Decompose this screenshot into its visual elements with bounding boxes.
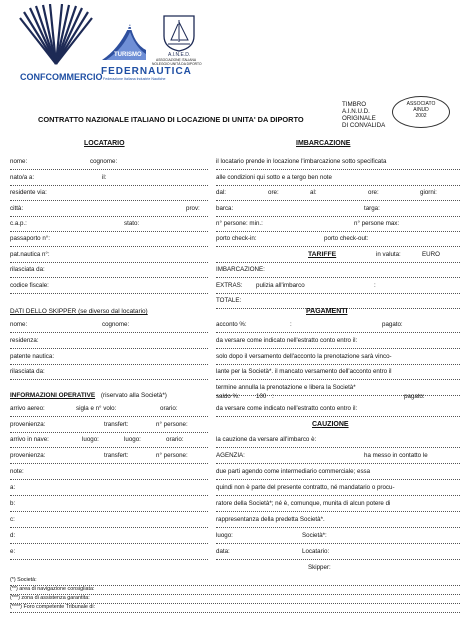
label: d: [10,532,16,539]
field-nome[interactable] [10,157,208,170]
field-residente[interactable] [10,188,208,201]
label: targa: [364,205,380,212]
field-cap[interactable] [10,219,208,232]
label: : [374,282,376,289]
associato-line: AINUD [413,107,429,113]
cauzione-header: CAUZIONE [312,421,349,428]
field-acconto[interactable] [216,320,460,333]
label: pat.nautica n°: [10,251,50,258]
agenzia-line-1 [216,467,460,480]
text: rappresentanza della predetta Società*. [216,516,325,523]
associato-line: ASSOCIATO [406,101,436,107]
label: EXTRAS: [216,282,243,289]
label: (****) Foro competente Tribunale di: [10,604,96,610]
field-passaporto[interactable] [10,234,208,247]
label: TOTALE: [216,297,242,304]
field-nato[interactable] [10,173,208,186]
cone-label: CONE [104,22,133,33]
label: Skipper: [308,564,331,571]
text: il locatario prende in locazione l'imbarcazione sotto specificata [216,158,387,165]
ained-name: A.I.N.E.D. [168,52,191,58]
field-agenzia[interactable] [216,451,460,464]
sailboat-shield-icon [162,14,196,52]
label: transfert: [104,452,129,459]
field-skipper-patente[interactable] [10,352,208,365]
ained-sub1: ASSOCIAZIONE ITALIANA [156,58,197,62]
timbro-line: DI CONVALIDA [342,122,386,129]
text: alle condizioni qui sotto e a tergo ben note [216,174,332,181]
text: termine annulla la prenotazione e libera la Società* [216,384,356,391]
label: pagato: [404,393,425,400]
label: pagato: [382,321,403,328]
label: luogo: [124,436,141,443]
text: solo dopo il versamento dell'acconto la prenotazione sarà vinco- [216,353,392,360]
label: rilasciata da: [10,266,45,273]
label: la cauzione da versare all'imbarco è: [216,436,317,443]
label: ha messo in contatto le [364,452,428,459]
label: al: [310,189,317,196]
label: cognome: [90,158,118,165]
text: da versare come indicato nell'estratto conto entro il: [216,337,358,344]
label: Locatario: [302,548,330,555]
label: residenza: [10,337,39,344]
label: n° persone: [156,421,188,428]
field-luogo[interactable] [216,531,460,544]
locatario-header: LOCATARIO [84,140,125,147]
associato-line: 2002 [415,113,427,119]
label: città: [10,205,24,212]
label: : [290,321,292,328]
document-title: CONTRATTO NAZIONALE ITALIANO DI LOCAZIONE DI UNITA' DA DIPORTO [38,115,304,124]
label: orario: [160,405,178,412]
pag-line-2 [216,352,460,365]
label: porto check-in: [216,235,257,242]
field-patente[interactable] [10,250,208,263]
text: ratore della Società*; né è, comunque, munita di alcun potere di [216,500,391,507]
saldo-line [216,404,460,417]
field-skipper-residenza[interactable] [10,336,208,349]
associato-seal [392,96,450,128]
label: dal: [216,189,226,196]
label: il: [102,174,107,181]
label: ore: [268,189,279,196]
timbro-line: A.I.N.U.D. [342,108,370,115]
field-arrivo-nave[interactable] [10,435,208,448]
footnote-foro[interactable] [10,603,460,613]
label: c.a.p.: [10,220,27,227]
field-note-c[interactable] [10,515,208,528]
field-note-d[interactable] [10,531,208,544]
field-skipper-sign[interactable] [216,563,460,575]
skipper-header: DATI DELLO SKIPPER (se diverso dal locatario) [10,308,148,315]
label: c: [10,516,15,523]
field-skipper-nome[interactable] [10,320,208,333]
label: barca: [216,205,234,212]
label: n° persone max: [354,220,400,227]
intro-line-1 [216,157,460,170]
tariffe-row [216,250,460,263]
label: a: [10,484,16,491]
field-rilasciata[interactable] [10,265,208,278]
field-note-e[interactable] [10,547,208,560]
field-extras[interactable] [216,281,460,294]
tariffe-header: TARIFFE [308,251,337,258]
field-note-b[interactable] [10,499,208,512]
pag-line-1 [216,336,460,349]
label: residente via: [10,189,47,196]
label: n° persone: min.: [216,220,263,227]
cone-turismo-logo [100,20,148,62]
field-citta[interactable] [10,204,208,217]
label: orario: [166,436,184,443]
currency: EURO [422,251,440,258]
confcommercio-emblem-icon [16,4,96,66]
federnautica-tagline: Federazione Italiana Industrie Nautiche [103,77,166,81]
field-dal[interactable] [216,188,460,201]
label: prov: [186,205,200,212]
text: due parti agendo come intermediario commerciale; essa [216,468,371,475]
label: nome: [10,321,28,328]
field-barca[interactable] [216,204,460,217]
federnautica-wordmark: FEDERNAUTICA [101,66,192,77]
field-skipper-rilasciata[interactable] [10,367,208,380]
label: giorni: [420,189,437,196]
label: data: [216,548,230,555]
info-header [10,392,167,399]
label: : [272,393,274,400]
federnautica-logo [101,66,211,82]
label: transfert: [104,421,129,428]
label: luogo: [216,532,233,539]
ained-logo [150,14,210,69]
intro-line-2 [216,173,460,186]
agenzia-line-3 [216,499,460,512]
label: arrivo aereo: [10,405,45,412]
label: provenienza: [10,452,46,459]
label: codice fiscale: [10,282,49,289]
label: in valuta: [376,251,401,258]
label: nato/a a: [10,174,35,181]
value: 100 [256,393,267,400]
info-header-title: INFORMAZIONI OPERATIVE [10,392,96,399]
info-header-note: (riservato alla Società*) [100,392,167,399]
label: nome: [10,158,28,165]
field-note[interactable] [10,467,208,480]
field-arrivo-aereo[interactable] [10,404,208,417]
field-provenienza-1[interactable] [10,420,208,433]
label: patente nautica: [10,353,55,360]
label: acconto %: [216,321,247,328]
label: pulizia all'imbarco [256,282,305,289]
pagamenti-header: PAGAMENTI [306,308,348,315]
label: luogo: [82,436,99,443]
field-provenienza-2[interactable] [10,451,208,464]
confcommercio-wordmark: CONFCOMMERCIO [20,72,103,82]
field-data[interactable] [216,547,460,560]
label: rilasciata da: [10,368,45,375]
field-note-a[interactable] [10,483,208,496]
field-imbarcazione[interactable] [216,265,460,278]
label: stato: [124,220,140,227]
turismo-label: TURISMO [114,52,142,58]
field-saldo[interactable] [216,392,460,404]
label: Società*: [302,532,327,539]
label: arrivo in nave: [10,436,49,443]
label: passaporto n°: [10,235,50,242]
label: (***) zona di assistenza garantita: [10,595,90,601]
label: sigla e n° volo: [76,405,117,412]
timbro-line: TIMBRO [342,101,367,108]
timbro-line: ORIGINALE [342,115,376,122]
label: porto check-out: [324,235,369,242]
label: (**) area di navigazione consigliata: [10,586,95,592]
label: cognome: [102,321,130,328]
label: provenienza: [10,421,46,428]
field-porto[interactable] [216,234,460,247]
label: e: [10,548,16,555]
label: n° persone: [156,452,188,459]
label: (*) Società: [10,577,37,583]
imbarcazione-header: IMBARCAZIONE [296,140,351,147]
field-cauzione[interactable] [216,435,460,448]
label: ore: [368,189,379,196]
agenzia-line-2 [216,483,460,496]
label: IMBARCAZIONE: [216,266,265,273]
pag-line-3 [216,367,460,380]
ained-sub2: NOLEGGIO UNITÀ DA DIPORTO [152,62,202,66]
label: AGENZIA: [216,452,245,459]
text: da versare come indicato nell'estratto conto entro il: [216,405,358,412]
label: saldo %: [216,393,240,400]
text: lante per la Società*. il mancato versamento dell'acconto entro il [216,368,392,375]
field-codice-fiscale[interactable] [10,281,208,294]
field-persone[interactable] [216,219,460,232]
label: b: [10,500,16,507]
label: note: [10,468,24,475]
text: quindi non è parte del presente contratto, né mandatario o procu- [216,484,395,491]
timbro-box [342,101,385,129]
agenzia-line-4 [216,515,460,528]
